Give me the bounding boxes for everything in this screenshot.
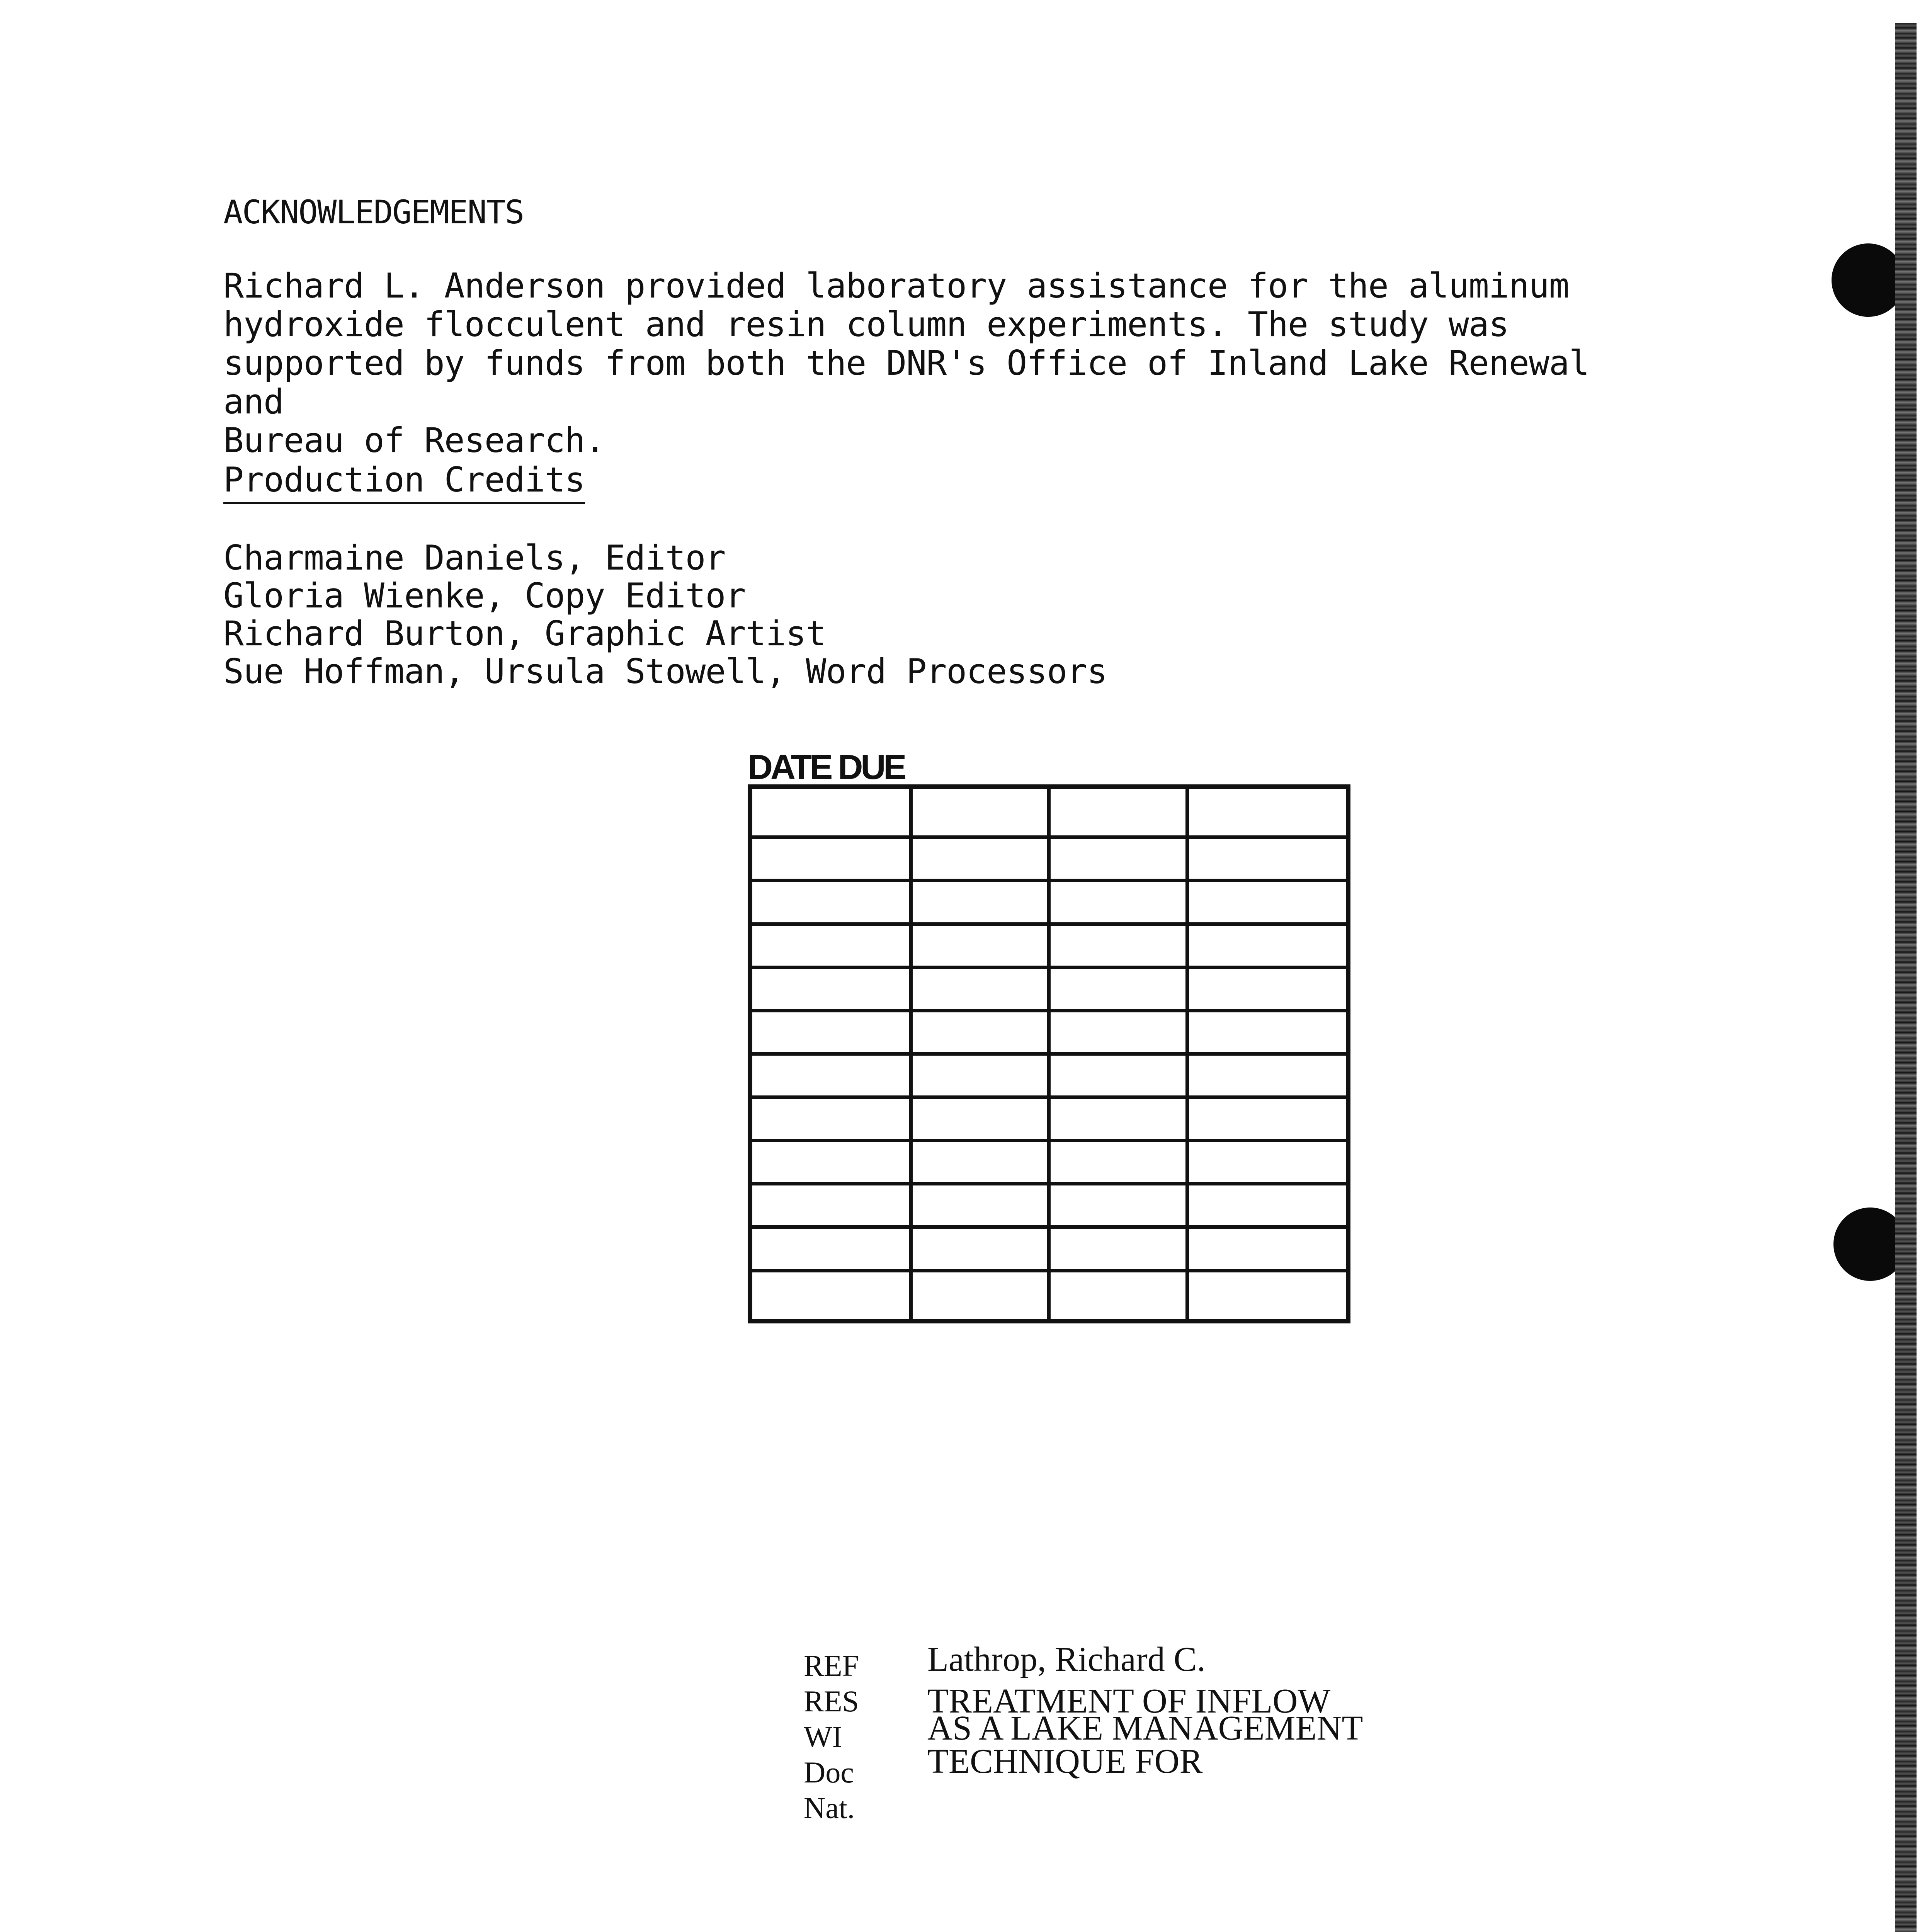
credit-line: Richard Burton, Graphic Artist xyxy=(223,614,826,653)
date-due-row xyxy=(750,881,1348,924)
call-label-column xyxy=(804,1648,859,1826)
date-due-row xyxy=(750,1227,1348,1270)
date-due-cell xyxy=(750,787,911,837)
date-due-cell xyxy=(911,1141,1049,1184)
date-due-cell xyxy=(1187,1270,1348,1321)
date-due-cell xyxy=(1049,787,1187,837)
catalog-title-line: TREATMENT OF INFLOW xyxy=(927,1682,1331,1720)
date-due-cell xyxy=(1187,837,1348,881)
catalog-title-line: AS A LAKE MANAGEMENT xyxy=(927,1709,1363,1747)
scanned-page-edge xyxy=(1895,23,1917,1932)
credit-line: Sue Hoffman, Ursula Stowell, Word Processors xyxy=(223,651,1107,691)
date-due-cell xyxy=(1049,1270,1187,1321)
date-due-row xyxy=(750,1010,1348,1054)
date-due-cell xyxy=(911,1010,1049,1054)
date-due-row xyxy=(750,837,1348,881)
date-due-cell xyxy=(911,881,1049,924)
date-due-cell xyxy=(750,1097,911,1141)
date-due-title: DATE DUE xyxy=(748,748,905,787)
date-due-cell xyxy=(1049,1227,1187,1270)
date-due-cell xyxy=(911,837,1049,881)
call-label: Nat. xyxy=(804,1791,855,1825)
acknowledgements-heading: ACKNOWLEDGEMENTS xyxy=(223,193,524,231)
date-due-row xyxy=(750,1141,1348,1184)
date-due-cell xyxy=(750,837,911,881)
date-due-cell xyxy=(750,881,911,924)
date-due-cell xyxy=(1049,924,1187,967)
date-due-cell xyxy=(911,967,1049,1010)
date-due-cell xyxy=(911,1097,1049,1141)
catalog-entry xyxy=(927,1640,1363,1781)
date-due-cell xyxy=(1049,967,1187,1010)
date-due-cell xyxy=(750,1010,911,1054)
date-due-cell xyxy=(1187,787,1348,837)
date-due-cell xyxy=(1049,1184,1187,1227)
call-label: REF xyxy=(804,1649,859,1682)
date-due-cell xyxy=(1049,1010,1187,1054)
date-due-cell xyxy=(911,1054,1049,1097)
binder-hole xyxy=(1832,243,1905,317)
credit-line: Gloria Wienke, Copy Editor xyxy=(223,576,746,616)
production-credits-list xyxy=(223,539,1107,690)
call-label: RES xyxy=(804,1684,859,1718)
date-due-cell xyxy=(1049,1141,1187,1184)
date-due-row xyxy=(750,967,1348,1010)
date-due-row xyxy=(750,787,1348,837)
date-due-row xyxy=(750,1270,1348,1321)
date-due-cell xyxy=(911,1270,1049,1321)
date-due-cell xyxy=(1187,1097,1348,1141)
date-due-cell xyxy=(1049,1097,1187,1141)
date-due-cell xyxy=(911,787,1049,837)
production-credits-title: Production Credits xyxy=(223,460,585,504)
date-due-cell xyxy=(1187,1184,1348,1227)
date-due-cell xyxy=(911,1227,1049,1270)
date-due-cell xyxy=(1187,881,1348,924)
call-label: WI xyxy=(804,1720,842,1753)
date-due-row xyxy=(750,1054,1348,1097)
date-due-cell xyxy=(750,967,911,1010)
call-label: Doc xyxy=(804,1755,854,1789)
date-due-grid xyxy=(748,784,1350,1323)
date-due-cell xyxy=(1187,967,1348,1010)
acknowledgements-paragraph: Richard L. Anderson provided laboratory assistance for the aluminum hydroxide flocculent and resin column experiments. The study was supported by funds from both the DNR's Office of Inland Lake Renewal and Bureau of Research. xyxy=(223,266,1589,460)
date-due-cell xyxy=(750,1184,911,1227)
date-due-row xyxy=(750,1184,1348,1227)
date-due-cell xyxy=(750,1054,911,1097)
date-due-cell xyxy=(911,924,1049,967)
date-due-cell xyxy=(1187,1054,1348,1097)
catalog-author: Lathrop, Richard C. xyxy=(927,1640,1206,1679)
date-due-row xyxy=(750,924,1348,967)
catalog-title-line: TECHNIQUE FOR xyxy=(927,1742,1203,1781)
date-due-cell xyxy=(1187,1141,1348,1184)
date-due-cell xyxy=(750,1270,911,1321)
date-due-cell xyxy=(750,1141,911,1184)
date-due-cell xyxy=(1187,1227,1348,1270)
date-due-cell xyxy=(1049,1054,1187,1097)
date-due-cell xyxy=(911,1184,1049,1227)
date-due-cell xyxy=(1049,837,1187,881)
date-due-row xyxy=(750,1097,1348,1141)
date-due-cell xyxy=(1187,1010,1348,1054)
date-due-cell xyxy=(1049,881,1187,924)
date-due-cell xyxy=(750,924,911,967)
date-due-cell xyxy=(1187,924,1348,967)
date-due-cell xyxy=(750,1227,911,1270)
credit-line: Charmaine Daniels, Editor xyxy=(223,538,726,578)
